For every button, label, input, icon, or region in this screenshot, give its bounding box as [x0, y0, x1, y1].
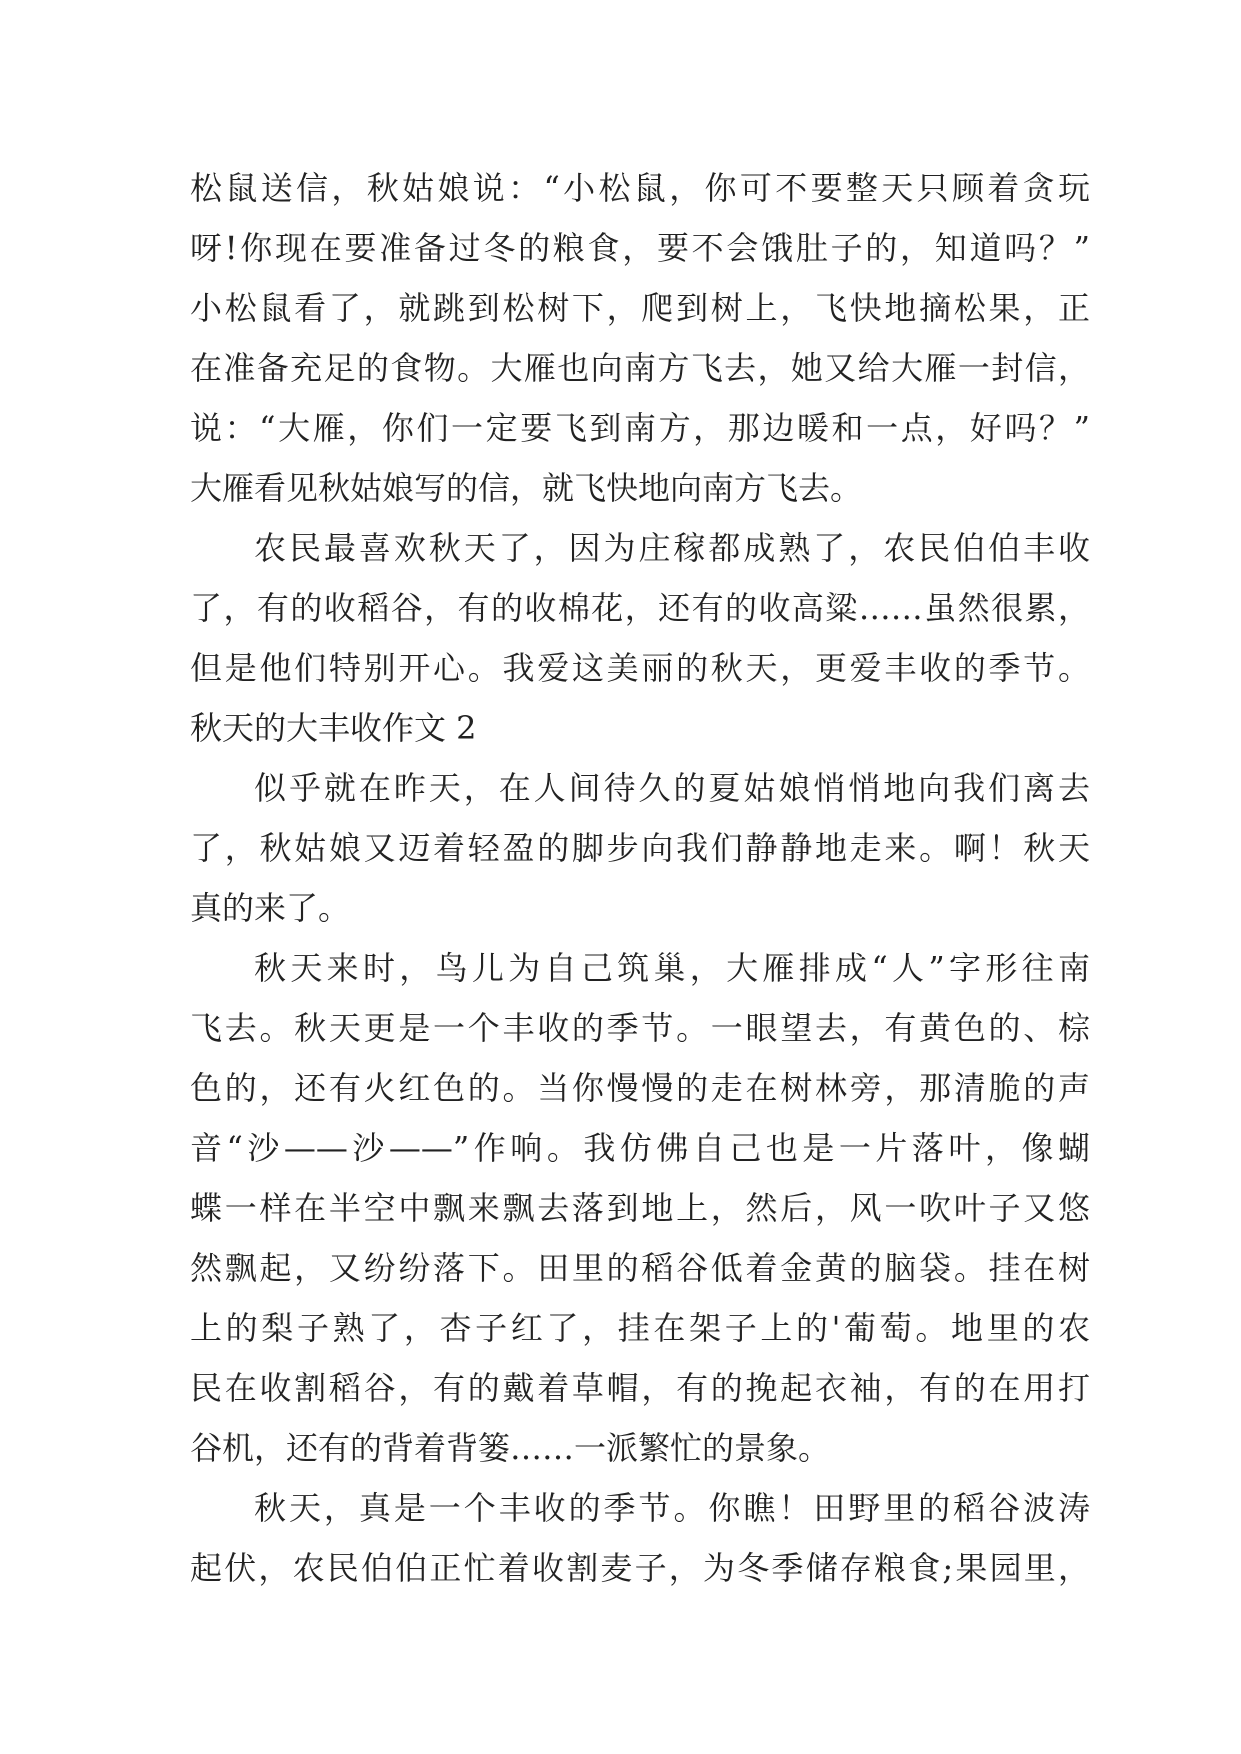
paragraph-first-line: 农民最喜欢秋天了，因为庄稼都成熟了，农民伯伯丰收	[254, 529, 1090, 567]
text-line: 松鼠送信，秋姑娘说：“小松鼠，你可不要整天只顾着贪玩	[190, 169, 1090, 207]
text-line: 飞去。秋天更是一个丰收的季节。一眼望去，有黄色的、棕	[190, 1009, 1090, 1047]
text-line: 大雁看见秋姑娘写的信，就飞快地向南方飞去。	[190, 469, 863, 507]
text-line: 然飘起，又纷纷落下。田里的稻谷低着金黄的脑袋。挂在树	[190, 1249, 1090, 1287]
text-line: 色的，还有火红色的。当你慢慢的走在树林旁，那清脆的声	[190, 1069, 1090, 1107]
text-line: 呀!你现在要准备过冬的粮食，要不会饿肚子的，知道吗？”	[190, 229, 1090, 267]
text-line: 蝶一样在半空中飘来飘去落到地上，然后，风一吹叶子又悠	[190, 1189, 1090, 1227]
text-line: 但是他们特别开心。我爱这美丽的秋天，更爱丰收的季节。	[190, 649, 1090, 687]
text-line: 谷机，还有的背着背篓……一派繁忙的景象。	[190, 1429, 831, 1467]
essay-body	[190, 158, 1090, 1598]
text-line: 上的梨子熟了，杏子红了，挂在架子上的'葡萄。地里的农	[190, 1309, 1090, 1347]
section-heading: 秋天的大丰收作文 2	[190, 709, 477, 747]
paragraph-first-line: 秋天，真是一个丰收的季节。你瞧！田野里的稻谷波涛	[254, 1489, 1090, 1527]
text-line: 在准备充足的食物。大雁也向南方飞去，她又给大雁一封信，	[190, 349, 1090, 387]
text-line: 起伏，农民伯伯正忙着收割麦子，为冬季储存粮食;果园里，	[190, 1549, 1090, 1587]
text-line: 了，有的收稻谷，有的收棉花，还有的收高粱……虽然很累，	[190, 589, 1090, 627]
text-line: 民在收割稻谷，有的戴着草帽，有的挽起衣袖，有的在用打	[190, 1369, 1090, 1407]
paragraph-first-line: 秋天来时，鸟儿为自己筑巢，大雁排成“人”字形往南	[254, 949, 1090, 987]
text-line: 真的来了。	[190, 889, 351, 927]
text-line: 音“沙——沙——”作响。我仿佛自己也是一片落叶，像蝴	[190, 1129, 1090, 1167]
paragraph-first-line: 似乎就在昨天，在人间待久的夏姑娘悄悄地向我们离去	[254, 769, 1090, 807]
text-line: 说：“大雁，你们一定要飞到南方，那边暖和一点，好吗？”	[190, 409, 1090, 447]
text-line: 了，秋姑娘又迈着轻盈的脚步向我们静静地走来。啊！秋天	[190, 829, 1090, 867]
text-line: 小松鼠看了，就跳到松树下，爬到树上，飞快地摘松果，正	[190, 289, 1090, 327]
